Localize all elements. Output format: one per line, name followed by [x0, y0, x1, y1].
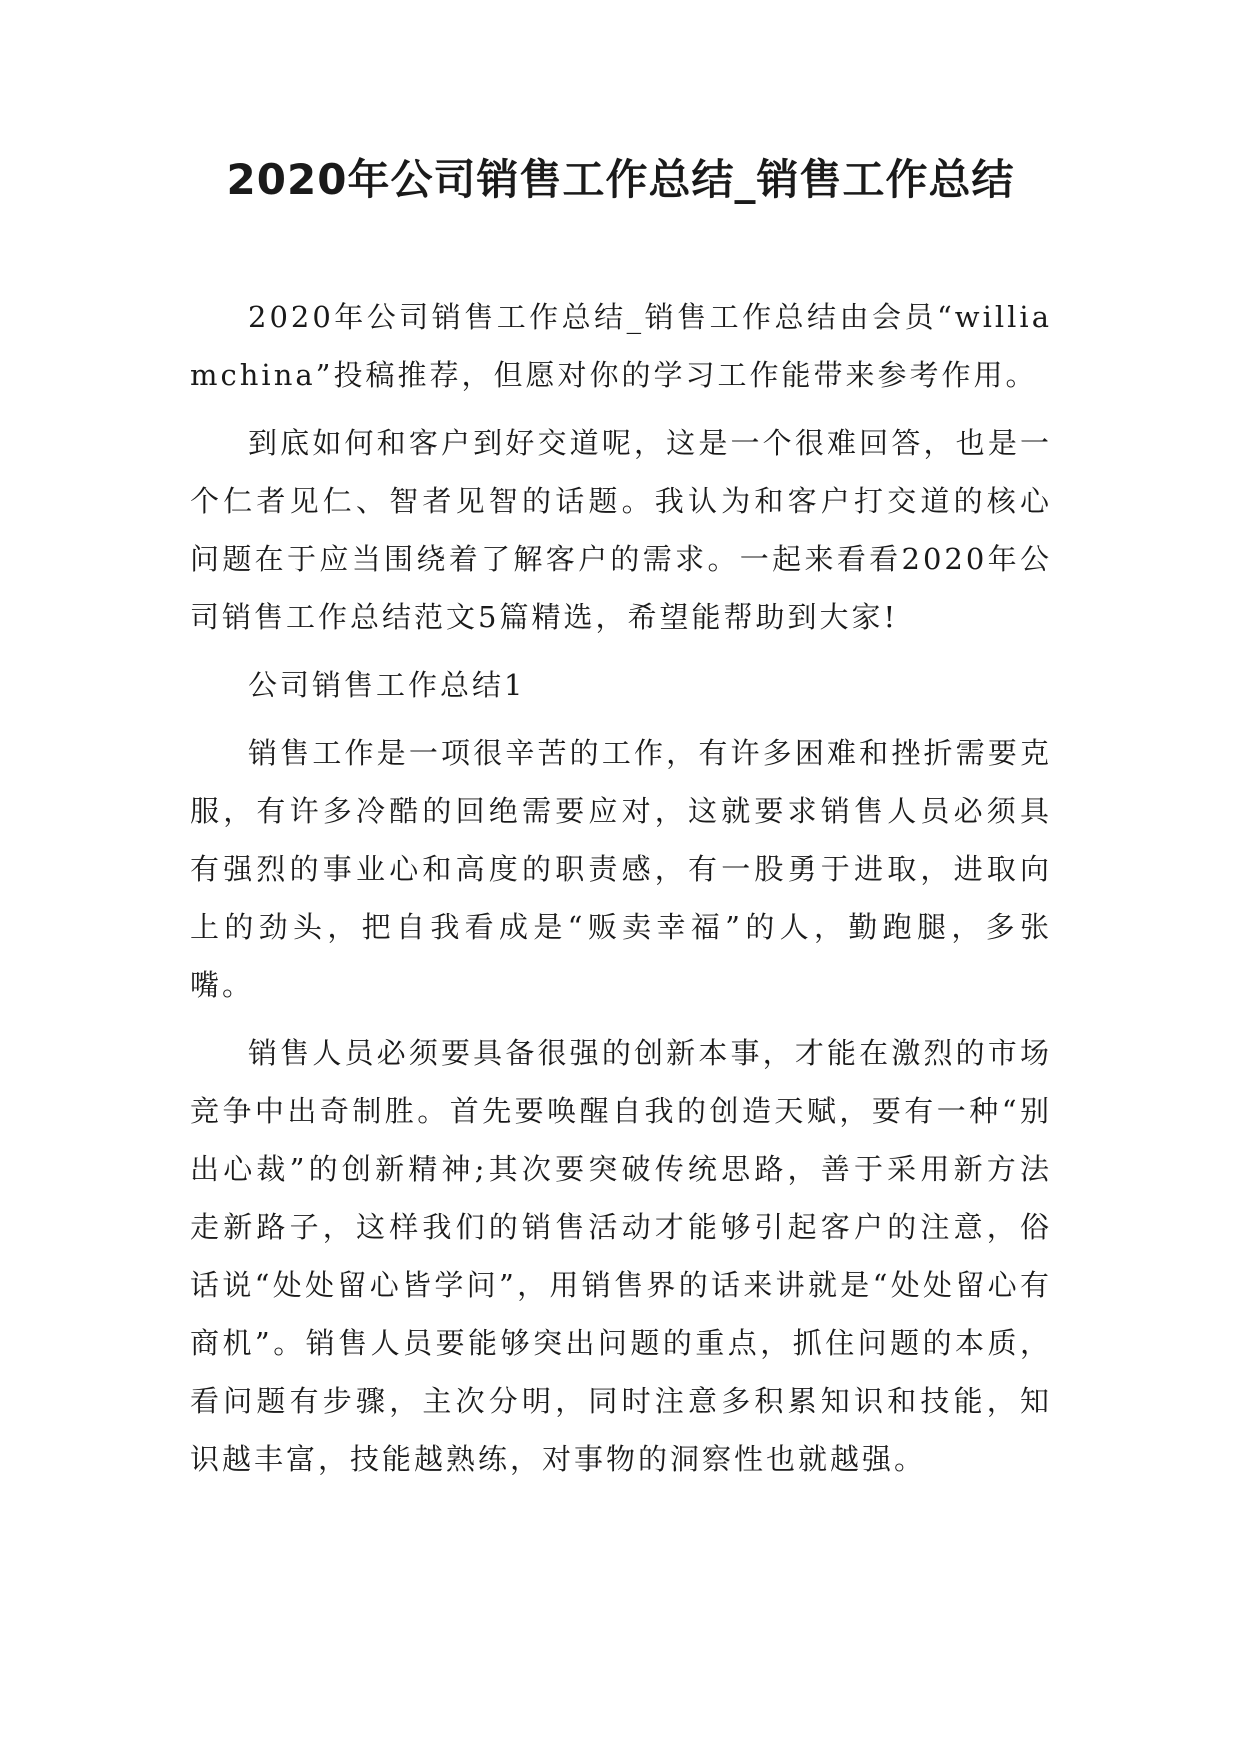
document-body [190, 288, 1052, 1498]
paragraph-intro: 2020年公司销售工作总结_销售工作总结由会员“williamchina”投稿推荐，但愿对你的学习工作能带来参考作用。 [190, 300, 1052, 392]
paragraph-question: 到底如何和客户到好交道呢，这是一个很难回答，也是一个仁者见仁、智者见智的话题。我认为和客户打交道的核心问题在于应当围绕着了解客户的需求。一起来看看2020年公司销售工作总结范文5篇精选，希望能帮助到大家! [190, 426, 1052, 634]
document-title: 2020年公司销售工作总结_销售工作总结 [226, 155, 1015, 204]
paragraph-innovation: 销售人员必须要具备很强的创新本事，才能在激烈的市场竞争中出奇制胜。首先要唤醒自我的创造天赋，要有一种“别出心裁”的创新精神;其次要突破传统思路，善于采用新方法走新路子，这样我们的销售活动才能够引起客户的注意，俗话说“处处留心皆学问”，用销售界的话来讲就是“处处留心有商机”。销售人员要能够突出问题的重点，抓住问题的本质，看问题有步骤，主次分明，同时注意多积累知识和技能，知识越丰富，技能越熟练，对事物的洞察性也就越强。 [190, 1036, 1052, 1476]
section-heading: 公司销售工作总结1 [248, 668, 526, 702]
paragraph-hard-work: 销售工作是一项很辛苦的工作，有许多困难和挫折需要克服，有许多冷酷的回绝需要应对，这就要求销售人员必须具有强烈的事业心和高度的职责感，有一股勇于进取，进取向上的劲头，把自我看成是“贩卖幸福”的人，勤跑腿，多张嘴。 [190, 736, 1052, 1002]
